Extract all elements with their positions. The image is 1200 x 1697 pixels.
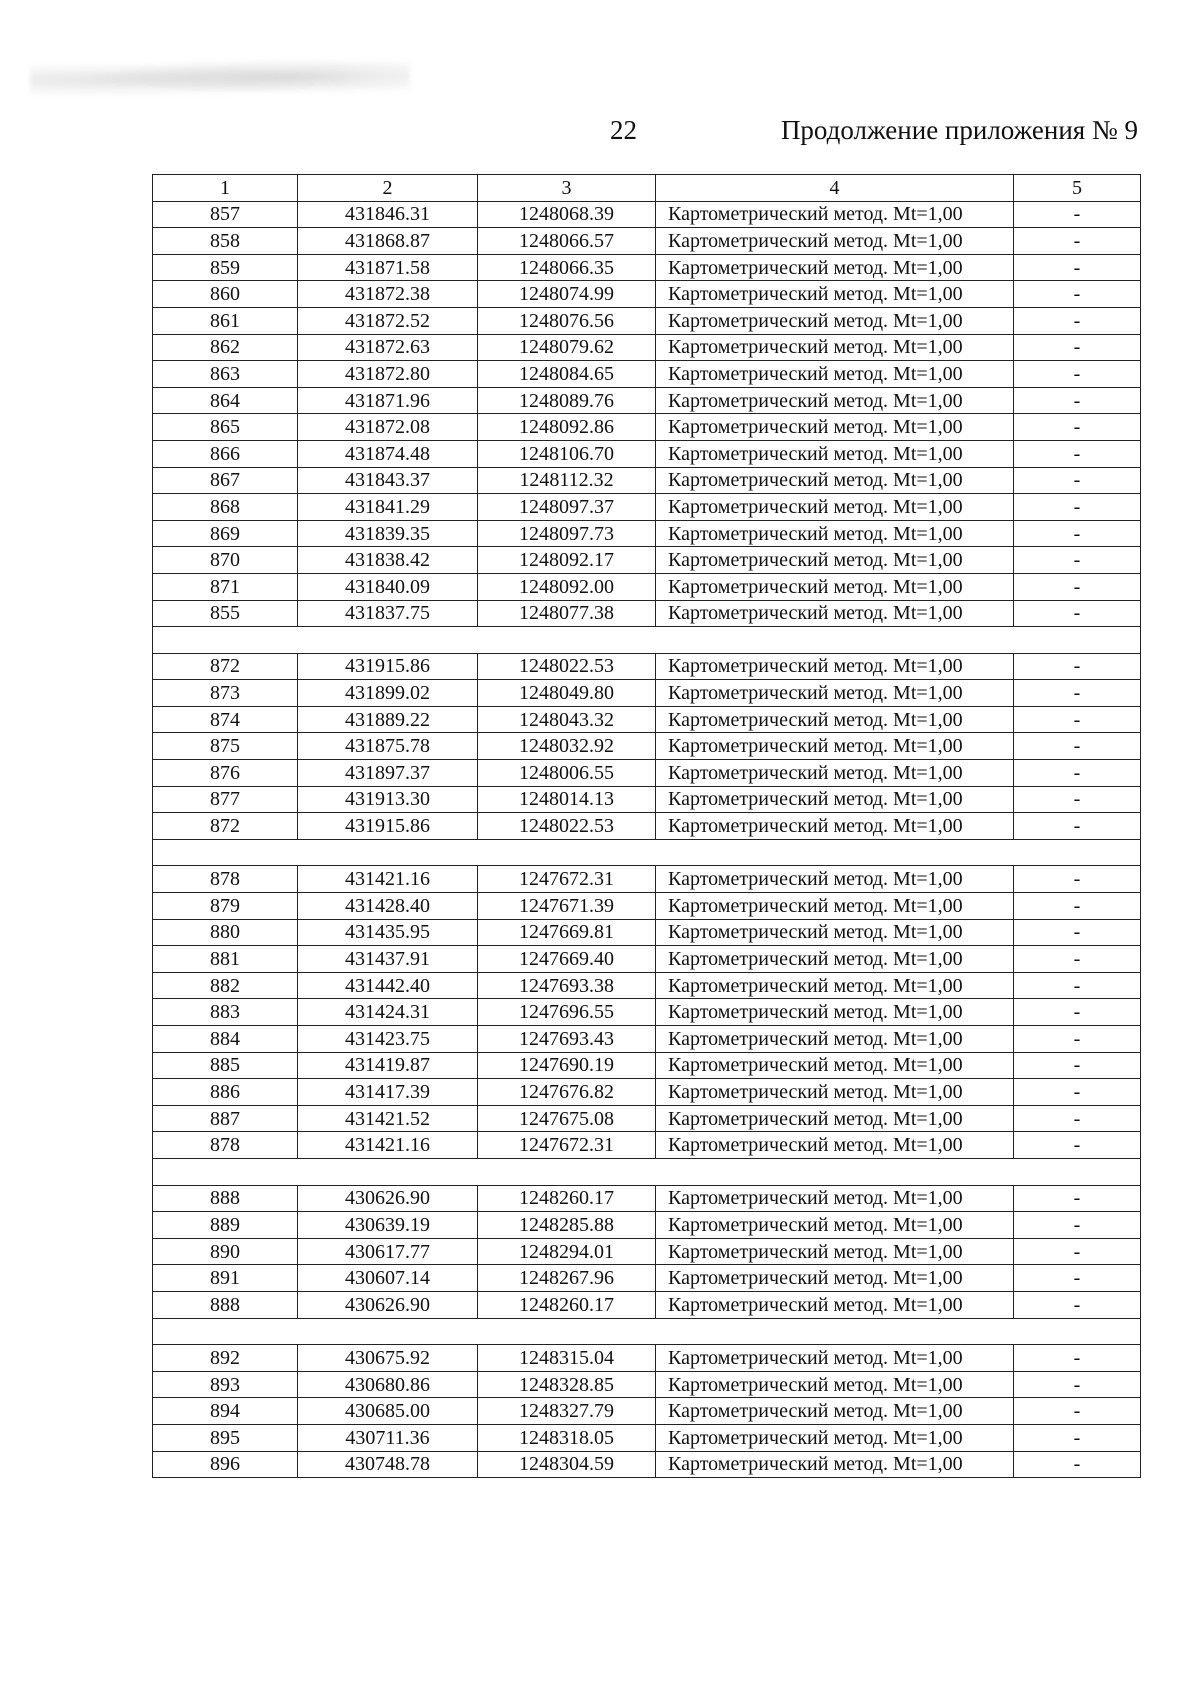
point-number-cell: 873 [153,680,298,707]
point-number-cell: 855 [153,600,298,627]
x-coordinate-cell: 431913.30 [298,786,478,813]
note-cell: - [1014,680,1141,707]
note-cell: - [1014,307,1141,334]
method-cell: Картометрический метод. Mt=1,00 [656,1291,1014,1318]
point-number-cell: 862 [153,334,298,361]
group-separator-cell [153,1158,1141,1185]
x-coordinate-cell: 431417.39 [298,1079,478,1106]
table-row [153,1398,1141,1425]
method-cell: Картометрический метод. Mt=1,00 [656,361,1014,388]
table-row [153,520,1141,547]
table-row [153,653,1141,680]
table-header-row [153,175,1141,202]
x-coordinate-cell: 431874.48 [298,440,478,467]
note-cell: - [1014,786,1141,813]
x-coordinate-cell: 431868.87 [298,228,478,255]
method-cell: Картометрический метод. Mt=1,00 [656,919,1014,946]
method-cell: Картометрический метод. Mt=1,00 [656,228,1014,255]
table-row [153,1451,1141,1478]
x-coordinate-cell: 431839.35 [298,520,478,547]
y-coordinate-cell: 1248066.57 [478,228,656,255]
y-coordinate-cell: 1248285.88 [478,1212,656,1239]
table-row [153,1424,1141,1451]
point-number-cell: 895 [153,1424,298,1451]
x-coordinate-cell: 431424.31 [298,999,478,1026]
method-cell: Картометрический метод. Mt=1,00 [656,1398,1014,1425]
method-cell: Картометрический метод. Mt=1,00 [656,547,1014,574]
method-cell: Картометрический метод. Mt=1,00 [656,1371,1014,1398]
method-cell: Картометрический метод. Mt=1,00 [656,1424,1014,1451]
point-number-cell: 892 [153,1345,298,1372]
y-coordinate-cell: 1248066.35 [478,254,656,281]
point-number-cell: 868 [153,494,298,521]
page-heading: Продолжение приложения № 9 [780,115,1138,145]
y-coordinate-cell: 1248260.17 [478,1185,656,1212]
table-row [153,760,1141,787]
point-number-cell: 865 [153,414,298,441]
y-coordinate-cell: 1248014.13 [478,786,656,813]
point-number-cell: 888 [153,1185,298,1212]
method-cell: Картометрический метод. Mt=1,00 [656,813,1014,840]
table-row [153,919,1141,946]
note-cell: - [1014,1265,1141,1292]
point-number-cell: 891 [153,1265,298,1292]
method-cell: Картометрический метод. Mt=1,00 [656,1026,1014,1053]
point-number-cell: 882 [153,972,298,999]
method-cell: Картометрический метод. Mt=1,00 [656,201,1014,228]
x-coordinate-cell: 430748.78 [298,1451,478,1478]
x-coordinate-cell: 431846.31 [298,201,478,228]
note-cell: - [1014,1105,1141,1132]
x-coordinate-cell: 431875.78 [298,733,478,760]
x-coordinate-cell: 431871.58 [298,254,478,281]
point-number-cell: 883 [153,999,298,1026]
x-coordinate-cell: 431437.91 [298,946,478,973]
point-number-cell: 860 [153,281,298,308]
y-coordinate-cell: 1248022.53 [478,653,656,680]
note-cell: - [1014,520,1141,547]
note-cell: - [1014,1424,1141,1451]
note-cell: - [1014,1212,1141,1239]
point-number-cell: 886 [153,1079,298,1106]
note-cell: - [1014,653,1141,680]
table-row [153,786,1141,813]
point-number-cell: 876 [153,760,298,787]
x-coordinate-cell: 431872.80 [298,361,478,388]
column-header-3: 3 [478,175,656,202]
y-coordinate-cell: 1248084.65 [478,361,656,388]
point-number-cell: 866 [153,440,298,467]
coordinates-table [152,174,1141,1478]
method-cell: Картометрический метод. Mt=1,00 [656,573,1014,600]
method-cell: Картометрический метод. Mt=1,00 [656,414,1014,441]
table-row [153,1185,1141,1212]
x-coordinate-cell: 430675.92 [298,1345,478,1372]
y-coordinate-cell: 1247672.31 [478,1132,656,1159]
x-coordinate-cell: 431889.22 [298,706,478,733]
x-coordinate-cell: 431421.52 [298,1105,478,1132]
note-cell: - [1014,254,1141,281]
y-coordinate-cell: 1247690.19 [478,1052,656,1079]
table-row [153,893,1141,920]
point-number-cell: 887 [153,1105,298,1132]
point-number-cell: 872 [153,653,298,680]
note-cell: - [1014,813,1141,840]
y-coordinate-cell: 1247675.08 [478,1105,656,1132]
y-coordinate-cell: 1247669.81 [478,919,656,946]
y-coordinate-cell: 1248074.99 [478,281,656,308]
point-number-cell: 874 [153,706,298,733]
method-cell: Картометрический метод. Mt=1,00 [656,1345,1014,1372]
point-number-cell: 878 [153,1132,298,1159]
y-coordinate-cell: 1248068.39 [478,201,656,228]
x-coordinate-cell: 430607.14 [298,1265,478,1292]
table-row [153,467,1141,494]
group-separator-cell [153,1318,1141,1345]
point-number-cell: 879 [153,893,298,920]
method-cell: Картометрический метод. Mt=1,00 [656,467,1014,494]
note-cell: - [1014,228,1141,255]
method-cell: Картометрический метод. Mt=1,00 [656,1451,1014,1478]
table-row [153,866,1141,893]
x-coordinate-cell: 431872.52 [298,307,478,334]
x-coordinate-cell: 431843.37 [298,467,478,494]
note-cell: - [1014,946,1141,973]
note-cell: - [1014,760,1141,787]
table-row [153,706,1141,733]
table-row [153,680,1141,707]
x-coordinate-cell: 431840.09 [298,573,478,600]
x-coordinate-cell: 430711.36 [298,1424,478,1451]
point-number-cell: 867 [153,467,298,494]
method-cell: Картометрический метод. Mt=1,00 [656,680,1014,707]
note-cell: - [1014,1451,1141,1478]
note-cell: - [1014,706,1141,733]
group-separator-cell [153,627,1141,654]
table-row [153,733,1141,760]
method-cell: Картометрический метод. Mt=1,00 [656,893,1014,920]
method-cell: Картометрический метод. Mt=1,00 [656,334,1014,361]
group-separator-row [153,1158,1141,1185]
point-number-cell: 859 [153,254,298,281]
group-separator-row [153,1318,1141,1345]
note-cell: - [1014,1185,1141,1212]
point-number-cell: 888 [153,1291,298,1318]
method-cell: Картометрический метод. Mt=1,00 [656,494,1014,521]
y-coordinate-cell: 1247676.82 [478,1079,656,1106]
note-cell: - [1014,919,1141,946]
x-coordinate-cell: 430685.00 [298,1398,478,1425]
table-row [153,946,1141,973]
table-row [153,999,1141,1026]
point-number-cell: 878 [153,866,298,893]
method-cell: Картометрический метод. Mt=1,00 [656,1079,1014,1106]
table-row [153,387,1141,414]
column-header-2: 2 [298,175,478,202]
y-coordinate-cell: 1248022.53 [478,813,656,840]
y-coordinate-cell: 1248092.17 [478,547,656,574]
x-coordinate-cell: 431421.16 [298,866,478,893]
table-row [153,1371,1141,1398]
method-cell: Картометрический метод. Mt=1,00 [656,706,1014,733]
point-number-cell: 871 [153,573,298,600]
note-cell: - [1014,600,1141,627]
y-coordinate-cell: 1248032.92 [478,733,656,760]
method-cell: Картометрический метод. Mt=1,00 [656,387,1014,414]
method-cell: Картометрический метод. Mt=1,00 [656,866,1014,893]
point-number-cell: 858 [153,228,298,255]
x-coordinate-cell: 431872.08 [298,414,478,441]
table-row [153,334,1141,361]
group-separator-row [153,839,1141,866]
y-coordinate-cell: 1248267.96 [478,1265,656,1292]
y-coordinate-cell: 1248112.32 [478,467,656,494]
method-cell: Картометрический метод. Mt=1,00 [656,1185,1014,1212]
table-row [153,1265,1141,1292]
method-cell: Картометрический метод. Mt=1,00 [656,653,1014,680]
point-number-cell: 863 [153,361,298,388]
x-coordinate-cell: 431841.29 [298,494,478,521]
table-row [153,1291,1141,1318]
table-row [153,600,1141,627]
x-coordinate-cell: 431435.95 [298,919,478,946]
note-cell: - [1014,1132,1141,1159]
point-number-cell: 869 [153,520,298,547]
note-cell: - [1014,361,1141,388]
point-number-cell: 885 [153,1052,298,1079]
table-row [153,228,1141,255]
note-cell: - [1014,201,1141,228]
group-separator-cell [153,839,1141,866]
point-number-cell: 877 [153,786,298,813]
table-row [153,254,1141,281]
point-number-cell: 889 [153,1212,298,1239]
table-row [153,414,1141,441]
note-cell: - [1014,1371,1141,1398]
table-row [153,440,1141,467]
y-coordinate-cell: 1248328.85 [478,1371,656,1398]
table-row [153,813,1141,840]
table-row [153,972,1141,999]
table-body [153,201,1141,1478]
y-coordinate-cell: 1248304.59 [478,1451,656,1478]
x-coordinate-cell: 430639.19 [298,1212,478,1239]
y-coordinate-cell: 1247672.31 [478,866,656,893]
method-cell: Картометрический метод. Mt=1,00 [656,307,1014,334]
x-coordinate-cell: 431872.63 [298,334,478,361]
note-cell: - [1014,573,1141,600]
note-cell: - [1014,1345,1141,1372]
y-coordinate-cell: 1247696.55 [478,999,656,1026]
note-cell: - [1014,1398,1141,1425]
table-row [153,1079,1141,1106]
note-cell: - [1014,1079,1141,1106]
x-coordinate-cell: 431899.02 [298,680,478,707]
y-coordinate-cell: 1248076.56 [478,307,656,334]
note-cell: - [1014,1238,1141,1265]
column-header-5: 5 [1014,175,1141,202]
table-row [153,547,1141,574]
note-cell: - [1014,467,1141,494]
y-coordinate-cell: 1248097.37 [478,494,656,521]
point-number-cell: 872 [153,813,298,840]
page-number: 22 [610,115,637,145]
x-coordinate-cell: 430626.90 [298,1291,478,1318]
table-row [153,201,1141,228]
y-coordinate-cell: 1247669.40 [478,946,656,973]
method-cell: Картометрический метод. Mt=1,00 [656,1052,1014,1079]
note-cell: - [1014,893,1141,920]
table-row [153,361,1141,388]
point-number-cell: 884 [153,1026,298,1053]
note-cell: - [1014,999,1141,1026]
x-coordinate-cell: 431837.75 [298,600,478,627]
y-coordinate-cell: 1248079.62 [478,334,656,361]
y-coordinate-cell: 1248315.04 [478,1345,656,1372]
x-coordinate-cell: 430626.90 [298,1185,478,1212]
y-coordinate-cell: 1248318.05 [478,1424,656,1451]
note-cell: - [1014,414,1141,441]
x-coordinate-cell: 431421.16 [298,1132,478,1159]
point-number-cell: 890 [153,1238,298,1265]
point-number-cell: 881 [153,946,298,973]
note-cell: - [1014,440,1141,467]
y-coordinate-cell: 1248006.55 [478,760,656,787]
x-coordinate-cell: 431838.42 [298,547,478,574]
point-number-cell: 875 [153,733,298,760]
y-coordinate-cell: 1248097.73 [478,520,656,547]
point-number-cell: 864 [153,387,298,414]
method-cell: Картометрический метод. Mt=1,00 [656,1132,1014,1159]
x-coordinate-cell: 430680.86 [298,1371,478,1398]
method-cell: Картометрический метод. Mt=1,00 [656,786,1014,813]
method-cell: Картометрический метод. Mt=1,00 [656,1238,1014,1265]
note-cell: - [1014,387,1141,414]
y-coordinate-cell: 1248260.17 [478,1291,656,1318]
x-coordinate-cell: 431442.40 [298,972,478,999]
table-row [153,1105,1141,1132]
method-cell: Картометрический метод. Mt=1,00 [656,440,1014,467]
x-coordinate-cell: 431423.75 [298,1026,478,1053]
x-coordinate-cell: 431872.38 [298,281,478,308]
point-number-cell: 896 [153,1451,298,1478]
table-row [153,281,1141,308]
note-cell: - [1014,1026,1141,1053]
y-coordinate-cell: 1248049.80 [478,680,656,707]
method-cell: Картометрический метод. Mt=1,00 [656,1105,1014,1132]
method-cell: Картометрический метод. Mt=1,00 [656,972,1014,999]
column-header-4: 4 [656,175,1014,202]
point-number-cell: 861 [153,307,298,334]
y-coordinate-cell: 1247671.39 [478,893,656,920]
point-number-cell: 893 [153,1371,298,1398]
method-cell: Картометрический метод. Mt=1,00 [656,946,1014,973]
y-coordinate-cell: 1247693.38 [478,972,656,999]
x-coordinate-cell: 431915.86 [298,653,478,680]
y-coordinate-cell: 1248077.38 [478,600,656,627]
y-coordinate-cell: 1248092.00 [478,573,656,600]
column-header-1: 1 [153,175,298,202]
point-number-cell: 880 [153,919,298,946]
y-coordinate-cell: 1248092.86 [478,414,656,441]
x-coordinate-cell: 431897.37 [298,760,478,787]
table-row [153,1212,1141,1239]
note-cell: - [1014,334,1141,361]
table-row [153,494,1141,521]
method-cell: Картометрический метод. Mt=1,00 [656,760,1014,787]
method-cell: Картометрический метод. Mt=1,00 [656,600,1014,627]
note-cell: - [1014,494,1141,521]
table-row [153,1026,1141,1053]
group-separator-row [153,627,1141,654]
scan-artifact [30,60,410,100]
note-cell: - [1014,281,1141,308]
x-coordinate-cell: 431428.40 [298,893,478,920]
table-row [153,1132,1141,1159]
table-row [153,1238,1141,1265]
point-number-cell: 857 [153,201,298,228]
x-coordinate-cell: 431871.96 [298,387,478,414]
note-cell: - [1014,972,1141,999]
y-coordinate-cell: 1248106.70 [478,440,656,467]
method-cell: Картометрический метод. Mt=1,00 [656,1212,1014,1239]
method-cell: Картометрический метод. Mt=1,00 [656,254,1014,281]
x-coordinate-cell: 431915.86 [298,813,478,840]
method-cell: Картометрический метод. Mt=1,00 [656,1265,1014,1292]
point-number-cell: 870 [153,547,298,574]
x-coordinate-cell: 430617.77 [298,1238,478,1265]
method-cell: Картометрический метод. Mt=1,00 [656,999,1014,1026]
note-cell: - [1014,1291,1141,1318]
x-coordinate-cell: 431419.87 [298,1052,478,1079]
table-row [153,1052,1141,1079]
note-cell: - [1014,547,1141,574]
method-cell: Картометрический метод. Mt=1,00 [656,733,1014,760]
method-cell: Картометрический метод. Mt=1,00 [656,281,1014,308]
note-cell: - [1014,733,1141,760]
note-cell: - [1014,1052,1141,1079]
y-coordinate-cell: 1248089.76 [478,387,656,414]
y-coordinate-cell: 1247693.43 [478,1026,656,1053]
note-cell: - [1014,866,1141,893]
table-row [153,1345,1141,1372]
y-coordinate-cell: 1248043.32 [478,706,656,733]
table-row [153,573,1141,600]
table-row [153,307,1141,334]
y-coordinate-cell: 1248327.79 [478,1398,656,1425]
y-coordinate-cell: 1248294.01 [478,1238,656,1265]
method-cell: Картометрический метод. Mt=1,00 [656,520,1014,547]
point-number-cell: 894 [153,1398,298,1425]
